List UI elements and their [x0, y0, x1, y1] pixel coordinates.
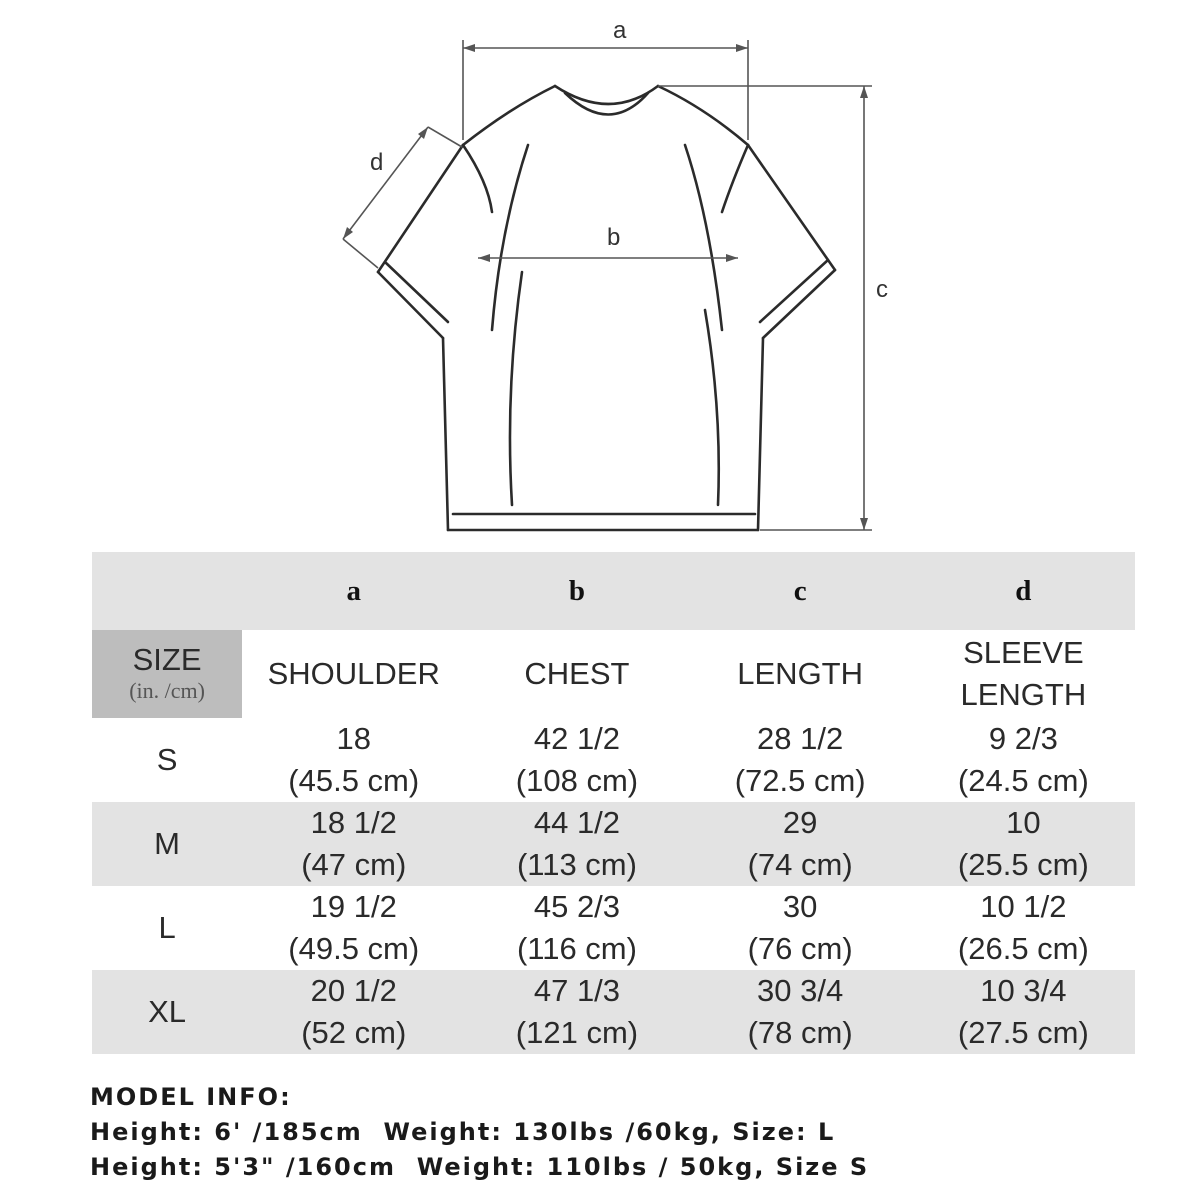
- letter-d-cell: [912, 552, 1135, 630]
- sleeve-cm: (27.5 cm): [957, 1015, 1089, 1050]
- length-cell: [689, 970, 912, 1054]
- length-cm: (78 cm): [747, 1015, 853, 1050]
- length-cell: [689, 802, 912, 886]
- table-row: [92, 886, 1135, 970]
- size-label: XL: [92, 970, 242, 1054]
- length-cell: [689, 718, 912, 802]
- chest-inch: 45 2/3: [533, 889, 621, 924]
- sleeve-inch: 10: [1006, 805, 1041, 840]
- sleeve-inch: 10 1/2: [980, 889, 1067, 924]
- tshirt-outline: [378, 86, 835, 530]
- chest-inch: 42 1/2: [533, 721, 621, 756]
- shoulder-cm: (45.5 cm): [288, 763, 420, 798]
- empty-corner-cell: [92, 552, 242, 630]
- column-chest-label: CHEST: [524, 656, 630, 691]
- length-inch: 30: [782, 889, 818, 924]
- size-header-cell: [92, 630, 242, 718]
- label-b: b: [607, 224, 621, 251]
- size-header-title: SIZE: [132, 642, 202, 677]
- size-label: M: [92, 802, 242, 886]
- chest-cm: (116 cm): [516, 931, 637, 966]
- shoulder-cell: [242, 886, 465, 970]
- chest-cell: [465, 970, 688, 1054]
- letter-a-cell: [242, 552, 465, 630]
- length-cell: [689, 886, 912, 970]
- shoulder-cell: [242, 802, 465, 886]
- column-shoulder: [242, 630, 465, 718]
- letter-header-row: [92, 552, 1135, 630]
- length-cm: (72.5 cm): [734, 763, 866, 798]
- column-name-row: [92, 630, 1135, 718]
- tshirt-diagram: [0, 0, 1200, 545]
- chest-inch: 47 1/3: [533, 973, 621, 1008]
- length-inch: 29: [782, 805, 818, 840]
- shoulder-inch: 19 1/2: [310, 889, 397, 924]
- column-sleeve-label-line1: SLEEVE: [963, 635, 1084, 670]
- model-info-title: MODEL INFO:: [90, 1083, 292, 1111]
- shoulder-cm: (47 cm): [301, 847, 407, 882]
- chest-inch: 44 1/2: [533, 805, 621, 840]
- sleeve-cm: (25.5 cm): [957, 847, 1089, 882]
- letter-c: c: [793, 574, 807, 607]
- model-info: [90, 1080, 1140, 1185]
- column-shoulder-label: SHOULDER: [267, 656, 440, 691]
- letter-d: d: [1015, 574, 1032, 607]
- sleeve-cm: (26.5 cm): [957, 931, 1089, 966]
- length-cm: (74 cm): [747, 847, 853, 882]
- shoulder-inch: 18: [336, 721, 371, 756]
- model-info-line-1: Height: 6' /185cm Weight: 130lbs /60kg, Size: L: [90, 1118, 836, 1146]
- column-sleeve-label-line2: LENGTH: [960, 677, 1087, 712]
- column-sleeve-length: [912, 630, 1135, 718]
- chest-cell: [465, 886, 688, 970]
- length-inch: 28 1/2: [757, 721, 844, 756]
- column-chest: [465, 630, 688, 718]
- column-length-label: LENGTH: [737, 656, 864, 691]
- shoulder-cm: (49.5 cm): [288, 931, 420, 966]
- sleeve-cell: [912, 970, 1135, 1054]
- size-header-unit: (in. /cm): [129, 678, 205, 703]
- sleeve-cell: [912, 802, 1135, 886]
- size-label: S: [156, 742, 178, 777]
- chest-cm: (121 cm): [515, 1015, 639, 1050]
- model-info-line-2: Height: 5'3" /160cm Weight: 110lbs / 50kg, Size S: [90, 1153, 870, 1181]
- chest-cell: [465, 718, 688, 802]
- shoulder-inch: 20 1/2: [310, 973, 397, 1008]
- sleeve-inch: 10 3/4: [980, 973, 1067, 1008]
- chest-cm: (113 cm): [516, 847, 637, 882]
- letter-c-cell: [689, 552, 912, 630]
- table-row: [92, 718, 1135, 802]
- table-row: [92, 970, 1135, 1054]
- letter-b: b: [568, 574, 586, 607]
- label-a: a: [613, 17, 627, 44]
- table-row: [92, 802, 1135, 886]
- length-cm: (76 cm): [747, 931, 853, 966]
- sleeve-cm: (24.5 cm): [957, 763, 1089, 798]
- length-inch: 30 3/4: [757, 973, 844, 1008]
- shoulder-cell: [242, 970, 465, 1054]
- shoulder-cell: [242, 718, 465, 802]
- label-d: d: [370, 149, 384, 176]
- sleeve-cell: [912, 886, 1135, 970]
- column-length: [689, 630, 912, 718]
- shoulder-cm: (52 cm): [301, 1015, 407, 1050]
- sleeve-inch: 9 2/3: [988, 721, 1058, 756]
- chest-cm: (108 cm): [515, 763, 639, 798]
- chest-cell: [465, 802, 688, 886]
- letter-a: a: [346, 574, 361, 607]
- sleeve-cell: [912, 718, 1135, 802]
- letter-b-cell: [465, 552, 688, 630]
- size-chart-table: [92, 552, 1135, 1054]
- label-c: c: [876, 276, 888, 303]
- size-label: L: [158, 910, 176, 945]
- shoulder-inch: 18 1/2: [310, 805, 397, 840]
